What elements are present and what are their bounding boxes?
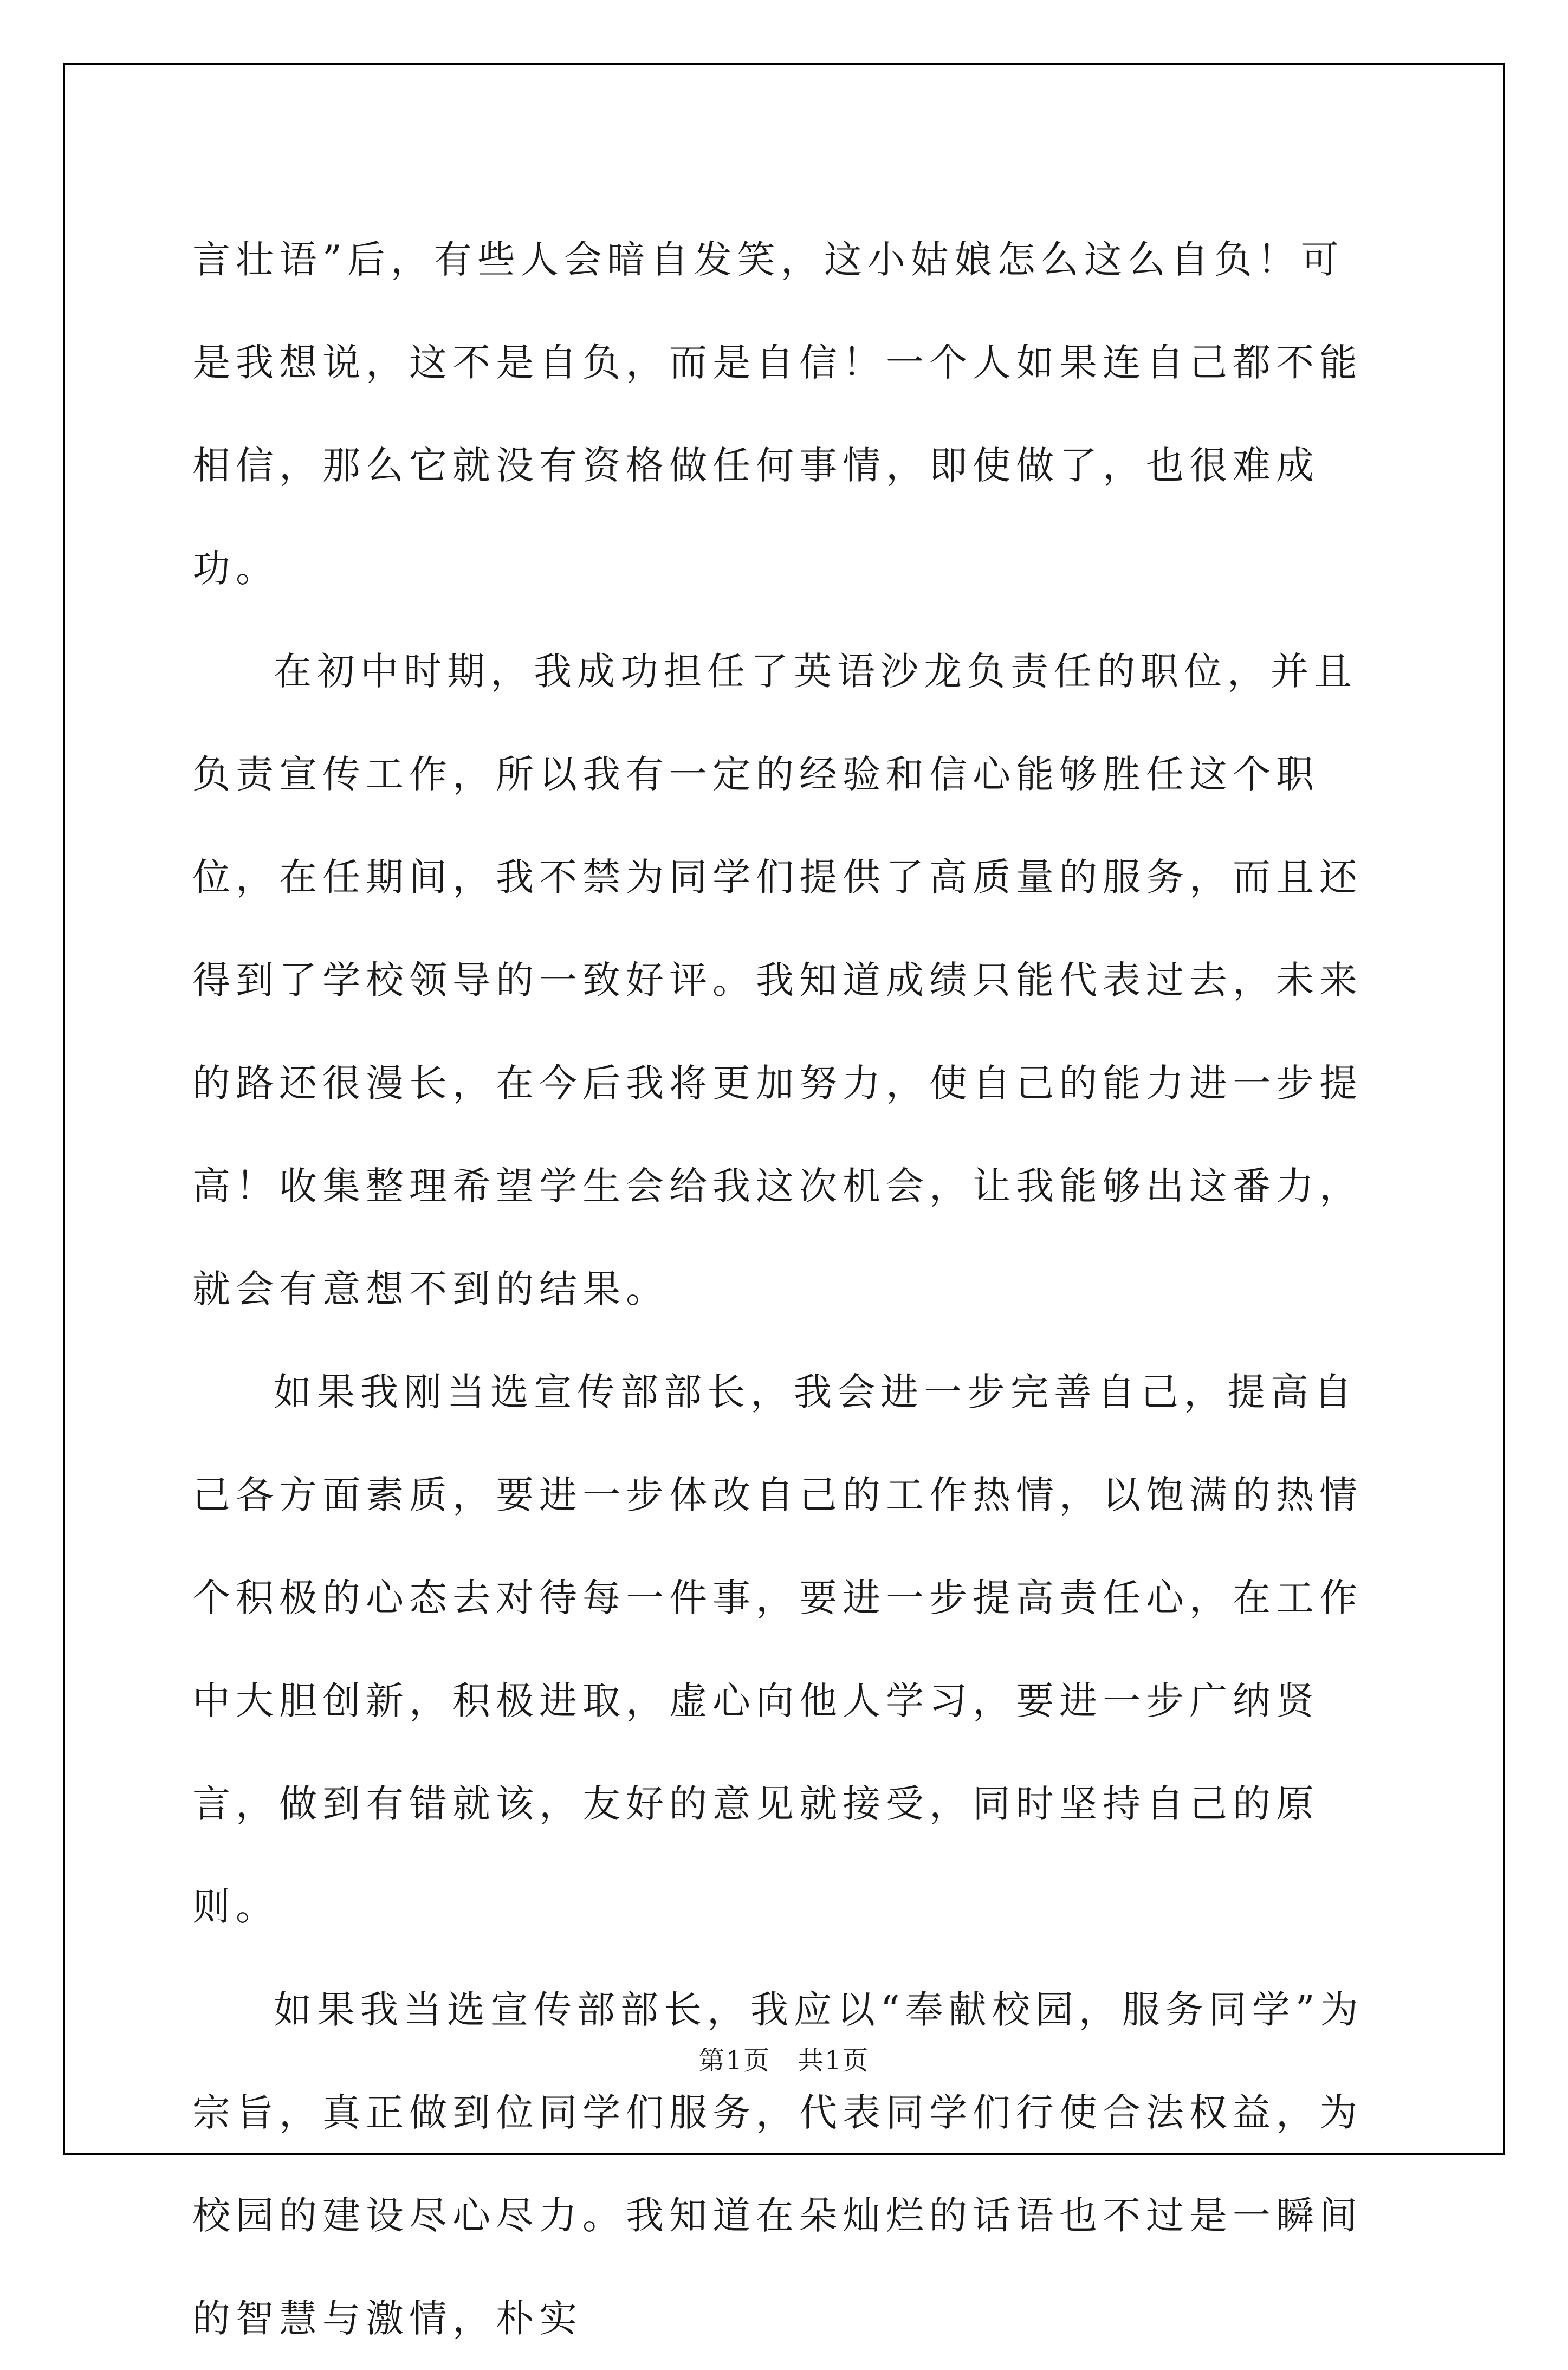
paragraph-3: 如果我刚当选宣传部部长，我会进一步完善自己，提高自己各方面素质，要进一步体改自己的工作热情，以饱满的热情个积极的心态去对待每一件事，要进一步提高责任心，在工作中大胆创新，积极进取，虚心向他人学习，要进一步广纳贤言，做到有错就该，友好的意见就接受，同时坚持自己的原则。 <box>192 1370 1363 1929</box>
paragraph-4: 如果我当选宣传部部长，我应以“奉献校园，服务同学”为宗旨，真正做到位同学们服务，代表同学们行使合法权益，为校园的建设尽心尽力。我知道在朵灿烂的话语也不过是一瞬间的智慧与激情，朴实 <box>192 1987 1364 2341</box>
paragraph-1: 言壮语”后，有些人会暗自发笑，这小姑娘怎么这么自负！可是我想说，这不是自负，而是自信！一个人如果连自己都不能相信，那么它就没有资格做任何事情，即使做了，也很难成功。 <box>192 237 1363 591</box>
paragraph-2: 在初中时期，我成功担任了英语沙龙负责任的职位，并且负责宣传工作，所以我有一定的经验和信心能够胜任这个职位，在任期间，我不禁为同学们提供了高质量的服务，而且还得到了学校领导的一致好评。我知道成绩只能代表过去，未来的路还很漫长，在今后我将更加努力，使自己的能力进一步提高！收集整理希望学生会给我这次机会，让我能够出这番力，就会有意想不到的结果。 <box>192 649 1363 1311</box>
page-number-footer: 第1页 共1页 <box>698 2045 870 2076</box>
